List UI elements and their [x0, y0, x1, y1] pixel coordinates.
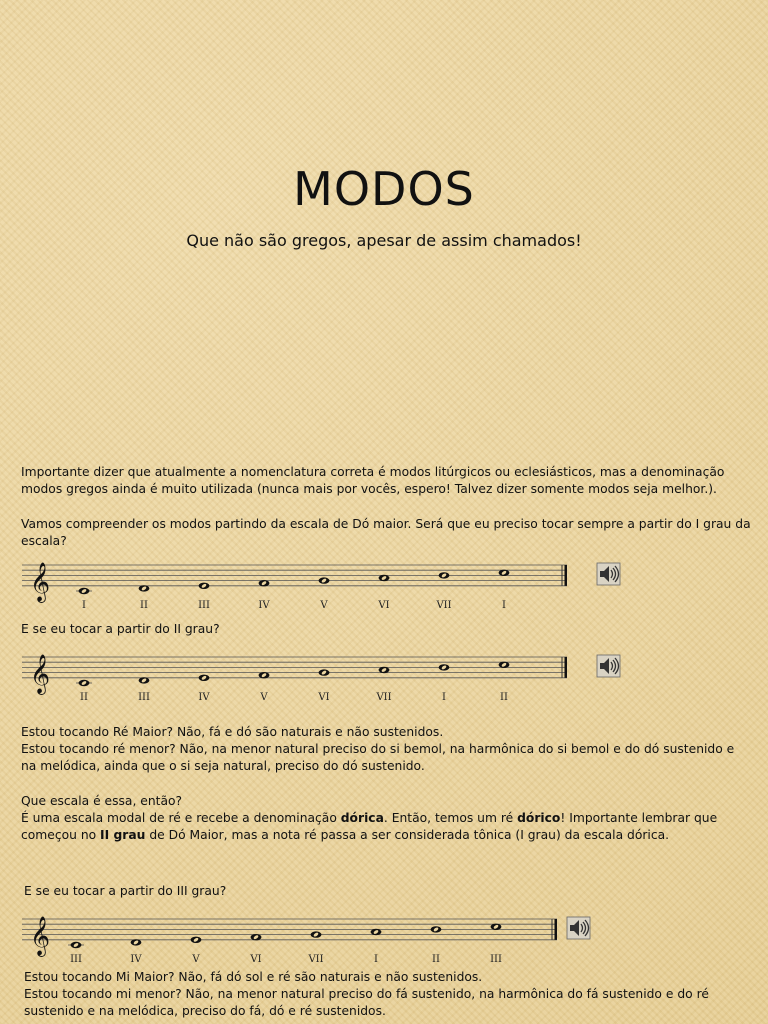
dorica-text-1: É uma escala modal de ré e recebe a denominação: [21, 811, 341, 825]
whole-note: [71, 942, 82, 948]
barline-thick: [555, 919, 558, 940]
treble-clef-icon: 𝄞: [30, 561, 51, 602]
degree-label: I: [374, 954, 378, 965]
degree-label: II: [432, 954, 440, 965]
degree-label: II: [140, 600, 148, 611]
degree-label: V: [192, 954, 200, 965]
speaker-icon[interactable]: [567, 917, 590, 939]
degree-label: I: [502, 600, 506, 611]
speaker-icon[interactable]: [597, 563, 620, 585]
question-third-degree: E se eu tocar a partir do III grau?: [24, 884, 227, 898]
mi-paragraph: [24, 969, 754, 1020]
degree-label: III: [70, 954, 82, 965]
page-title: MODOS: [293, 162, 475, 216]
whole-note: [319, 577, 330, 583]
speaker-icon[interactable]: [597, 655, 620, 677]
treble-clef-icon: 𝄞: [30, 915, 51, 956]
dorica-question: Que escala é essa, então?: [21, 794, 183, 808]
dorica-text-4: de Dó Maior, mas a nota ré passa a ser considerada tônica (I grau) da escala dórica.: [145, 828, 670, 842]
degree-label: V: [320, 600, 328, 611]
degree-label: VI: [318, 692, 330, 703]
degree-label: III: [138, 692, 150, 703]
dorica-bold-1: dórica: [340, 811, 384, 825]
degree-label: IV: [198, 692, 210, 703]
dorica-text-3: ! Importante lembrar que começou no: [21, 811, 718, 842]
re-paragraph: [21, 724, 751, 775]
whole-note: [199, 675, 210, 681]
barline-thick: [565, 565, 568, 586]
whole-note: [79, 680, 90, 686]
degree-label: I: [442, 692, 446, 703]
whole-note: [439, 572, 450, 578]
dorica-bold-3: II grau: [100, 828, 146, 842]
whole-note: [319, 669, 330, 675]
staff-svg: [22, 648, 622, 708]
whole-note: [199, 583, 210, 589]
treble-clef-icon: 𝄞: [30, 653, 51, 694]
whole-note: [379, 667, 390, 673]
mi-line-1: Estou tocando Mi Maior? Não, fá dó sol e ré são naturais e não sustenidos.: [24, 970, 483, 984]
degree-label: V: [260, 692, 268, 703]
whole-note: [431, 926, 442, 932]
staff-svg: [22, 910, 592, 970]
whole-note: [491, 924, 502, 930]
degree-label: VII: [436, 600, 452, 611]
intro-paragraph: Importante dizer que atualmente a nomenclatura correta é modos litúrgicos ou eclesiásticos, mas a denominação modos gregos ainda é muito utilizada (nunca mais por vocês, espero! Talvez dizer somente modos seja melhor.).: [21, 465, 725, 496]
whole-note: [139, 585, 150, 591]
dorica-paragraph: [21, 793, 751, 844]
degree-label: III: [490, 954, 502, 965]
whole-note: [371, 929, 382, 935]
degree-label: II: [80, 692, 88, 703]
whole-note: [499, 662, 510, 668]
re-line-1: Estou tocando Ré Maior? Não, fá e dó são naturais e não sustenidos.: [21, 725, 444, 739]
degree-label: I: [82, 600, 86, 611]
question-second-degree: E se eu tocar a partir do II grau?: [21, 622, 220, 636]
mi-line-2: Estou tocando mi menor? Não, na menor natural preciso do fá sustenido, na harmônica do fá sustenido e do ré sustenido e na melódica, preciso do fá, dó e ré sustenidos.: [24, 987, 709, 1018]
dorica-bold-2: dórico: [517, 811, 561, 825]
question-first-degree: Vamos compreender os modos partindo da escala de Dó maior. Será que eu preciso tocar sempre a partir do I grau da escala?: [21, 517, 751, 548]
degree-label: VII: [308, 954, 324, 965]
dorica-text-2: . Então, temos um ré: [383, 811, 518, 825]
barline-thick: [565, 657, 568, 678]
page-subtitle: Que não são gregos, apesar de assim chamados!: [186, 231, 582, 250]
whole-note: [79, 588, 90, 594]
staff-dorian: [22, 648, 622, 708]
whole-note: [131, 939, 142, 945]
degree-label: VI: [250, 954, 262, 965]
whole-note: [379, 575, 390, 581]
degree-label: III: [198, 600, 210, 611]
whole-note: [139, 677, 150, 683]
whole-note: [191, 937, 202, 943]
whole-note: [251, 934, 262, 940]
staff-svg: [22, 556, 622, 616]
whole-note: [259, 580, 270, 586]
degree-label: IV: [130, 954, 142, 965]
whole-note: [439, 664, 450, 670]
degree-label: II: [500, 692, 508, 703]
dorica-answer: [21, 810, 751, 844]
degree-label: IV: [258, 600, 270, 611]
whole-note: [499, 570, 510, 576]
whole-note: [259, 672, 270, 678]
re-line-2: Estou tocando ré menor? Não, na menor natural preciso do si bemol, na harmônica do si bemol e do dó sustenido e na melódica, ainda que o si seja natural, preciso do dó sustenido.: [21, 742, 735, 773]
degree-label: VII: [376, 692, 392, 703]
degree-label: VI: [378, 600, 390, 611]
whole-note: [311, 931, 322, 937]
staff-phrygian: [22, 910, 592, 970]
staff-c-major: [22, 556, 622, 616]
